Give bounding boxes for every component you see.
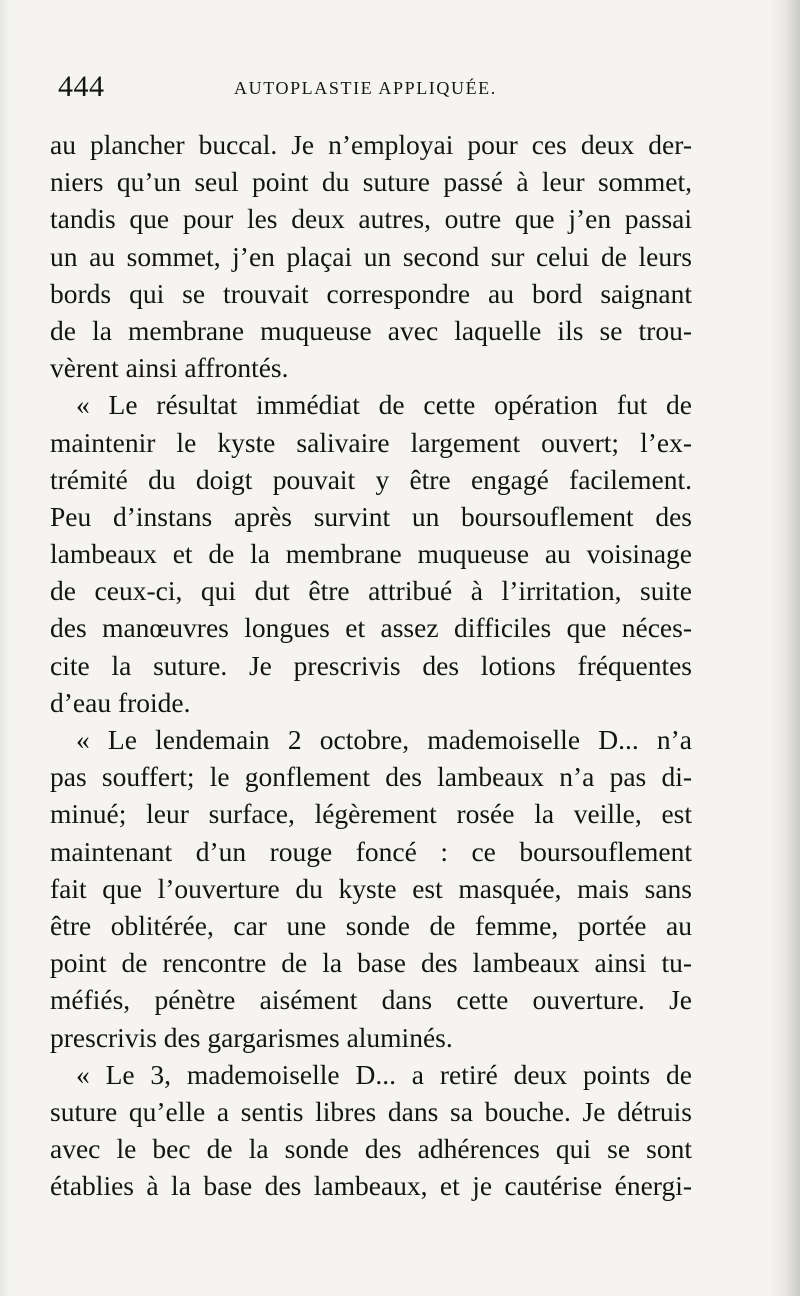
- text-line: « Le lendemain 2 octobre, mademoiselle D... n’a: [76, 724, 692, 755]
- text-line: minué; leur surface, légèrement rosée la veille, est: [50, 798, 692, 830]
- page-header: [58, 70, 698, 104]
- text-line: méfiés, pénètre aisément dans cette ouverture. Je: [50, 984, 692, 1016]
- text-line: fait que l’ouverture du kyste est masquée, mais sans: [50, 872, 692, 904]
- text-line: bords qui se trouvait correspondre au bord saignant: [50, 277, 692, 309]
- paragraph: [50, 386, 692, 721]
- text-line: d’eau froide.: [50, 686, 191, 718]
- text-line: « Le résultat immédiat de cette opération fut de: [76, 389, 692, 421]
- text-line: de la membrane muqueuse avec laquelle ils se trou-: [50, 314, 692, 346]
- text-line: des manœuvres longues et assez difficiles que néces-: [50, 612, 692, 644]
- text-line: pas souffert; le gonflement des lambeaux n’a pas di-: [50, 761, 692, 793]
- text-line: Peu d’instans après survint un boursouflement des: [50, 500, 692, 532]
- body-text: [50, 126, 692, 1204]
- text-line: trémité du doigt pouvait y être engagé facilement.: [50, 463, 692, 495]
- text-line: suture qu’elle a sentis libres dans sa bouche. Je détruis: [50, 1095, 692, 1127]
- text-line: vèrent ainsi affrontés.: [50, 352, 289, 384]
- running-head: AUTOPLASTIE APPLIQUÉE.: [234, 78, 497, 98]
- text-line: point de rencontre de la base des lambeaux ainsi tu-: [50, 947, 692, 979]
- text-line: lambeaux et de la membrane muqueuse au voisinage: [50, 538, 692, 570]
- paragraph: [50, 1056, 692, 1205]
- text-line: de ceux-ci, qui dut être attribué à l’irritation, suite: [50, 575, 692, 607]
- text-line: établies à la base des lambeaux, et je cautérise énergi-: [50, 1170, 692, 1202]
- text-line: niers qu’un seul point du suture passé à leur sommet,: [50, 166, 692, 198]
- text-line: maintenir le kyste salivaire largement ouvert; l’ex-: [50, 426, 692, 458]
- text-line: être oblitérée, car une sonde de femme, portée au: [50, 909, 692, 941]
- paragraph: [50, 721, 692, 1056]
- text-line: un au sommet, j’en plaçai un second sur celui de leurs: [50, 240, 692, 272]
- text-line: maintenant d’un rouge foncé : ce boursouflement: [50, 835, 692, 867]
- text-line: cite la suture. Je prescrivis des lotions fréquentes: [50, 649, 692, 681]
- text-line: « Le 3, mademoiselle D... a retiré deux points de: [76, 1058, 692, 1090]
- page-number: 444: [58, 70, 105, 103]
- text-line: tandis que pour les deux autres, outre que j’en passai: [50, 203, 692, 235]
- paragraph: [50, 126, 692, 386]
- text-line: au plancher buccal. Je n’employai pour ces deux der-: [50, 129, 692, 160]
- text-line: prescrivis des gargarismes aluminés.: [50, 1021, 453, 1053]
- text-line: avec le bec de la sonde des adhérences qui se sont: [50, 1133, 692, 1165]
